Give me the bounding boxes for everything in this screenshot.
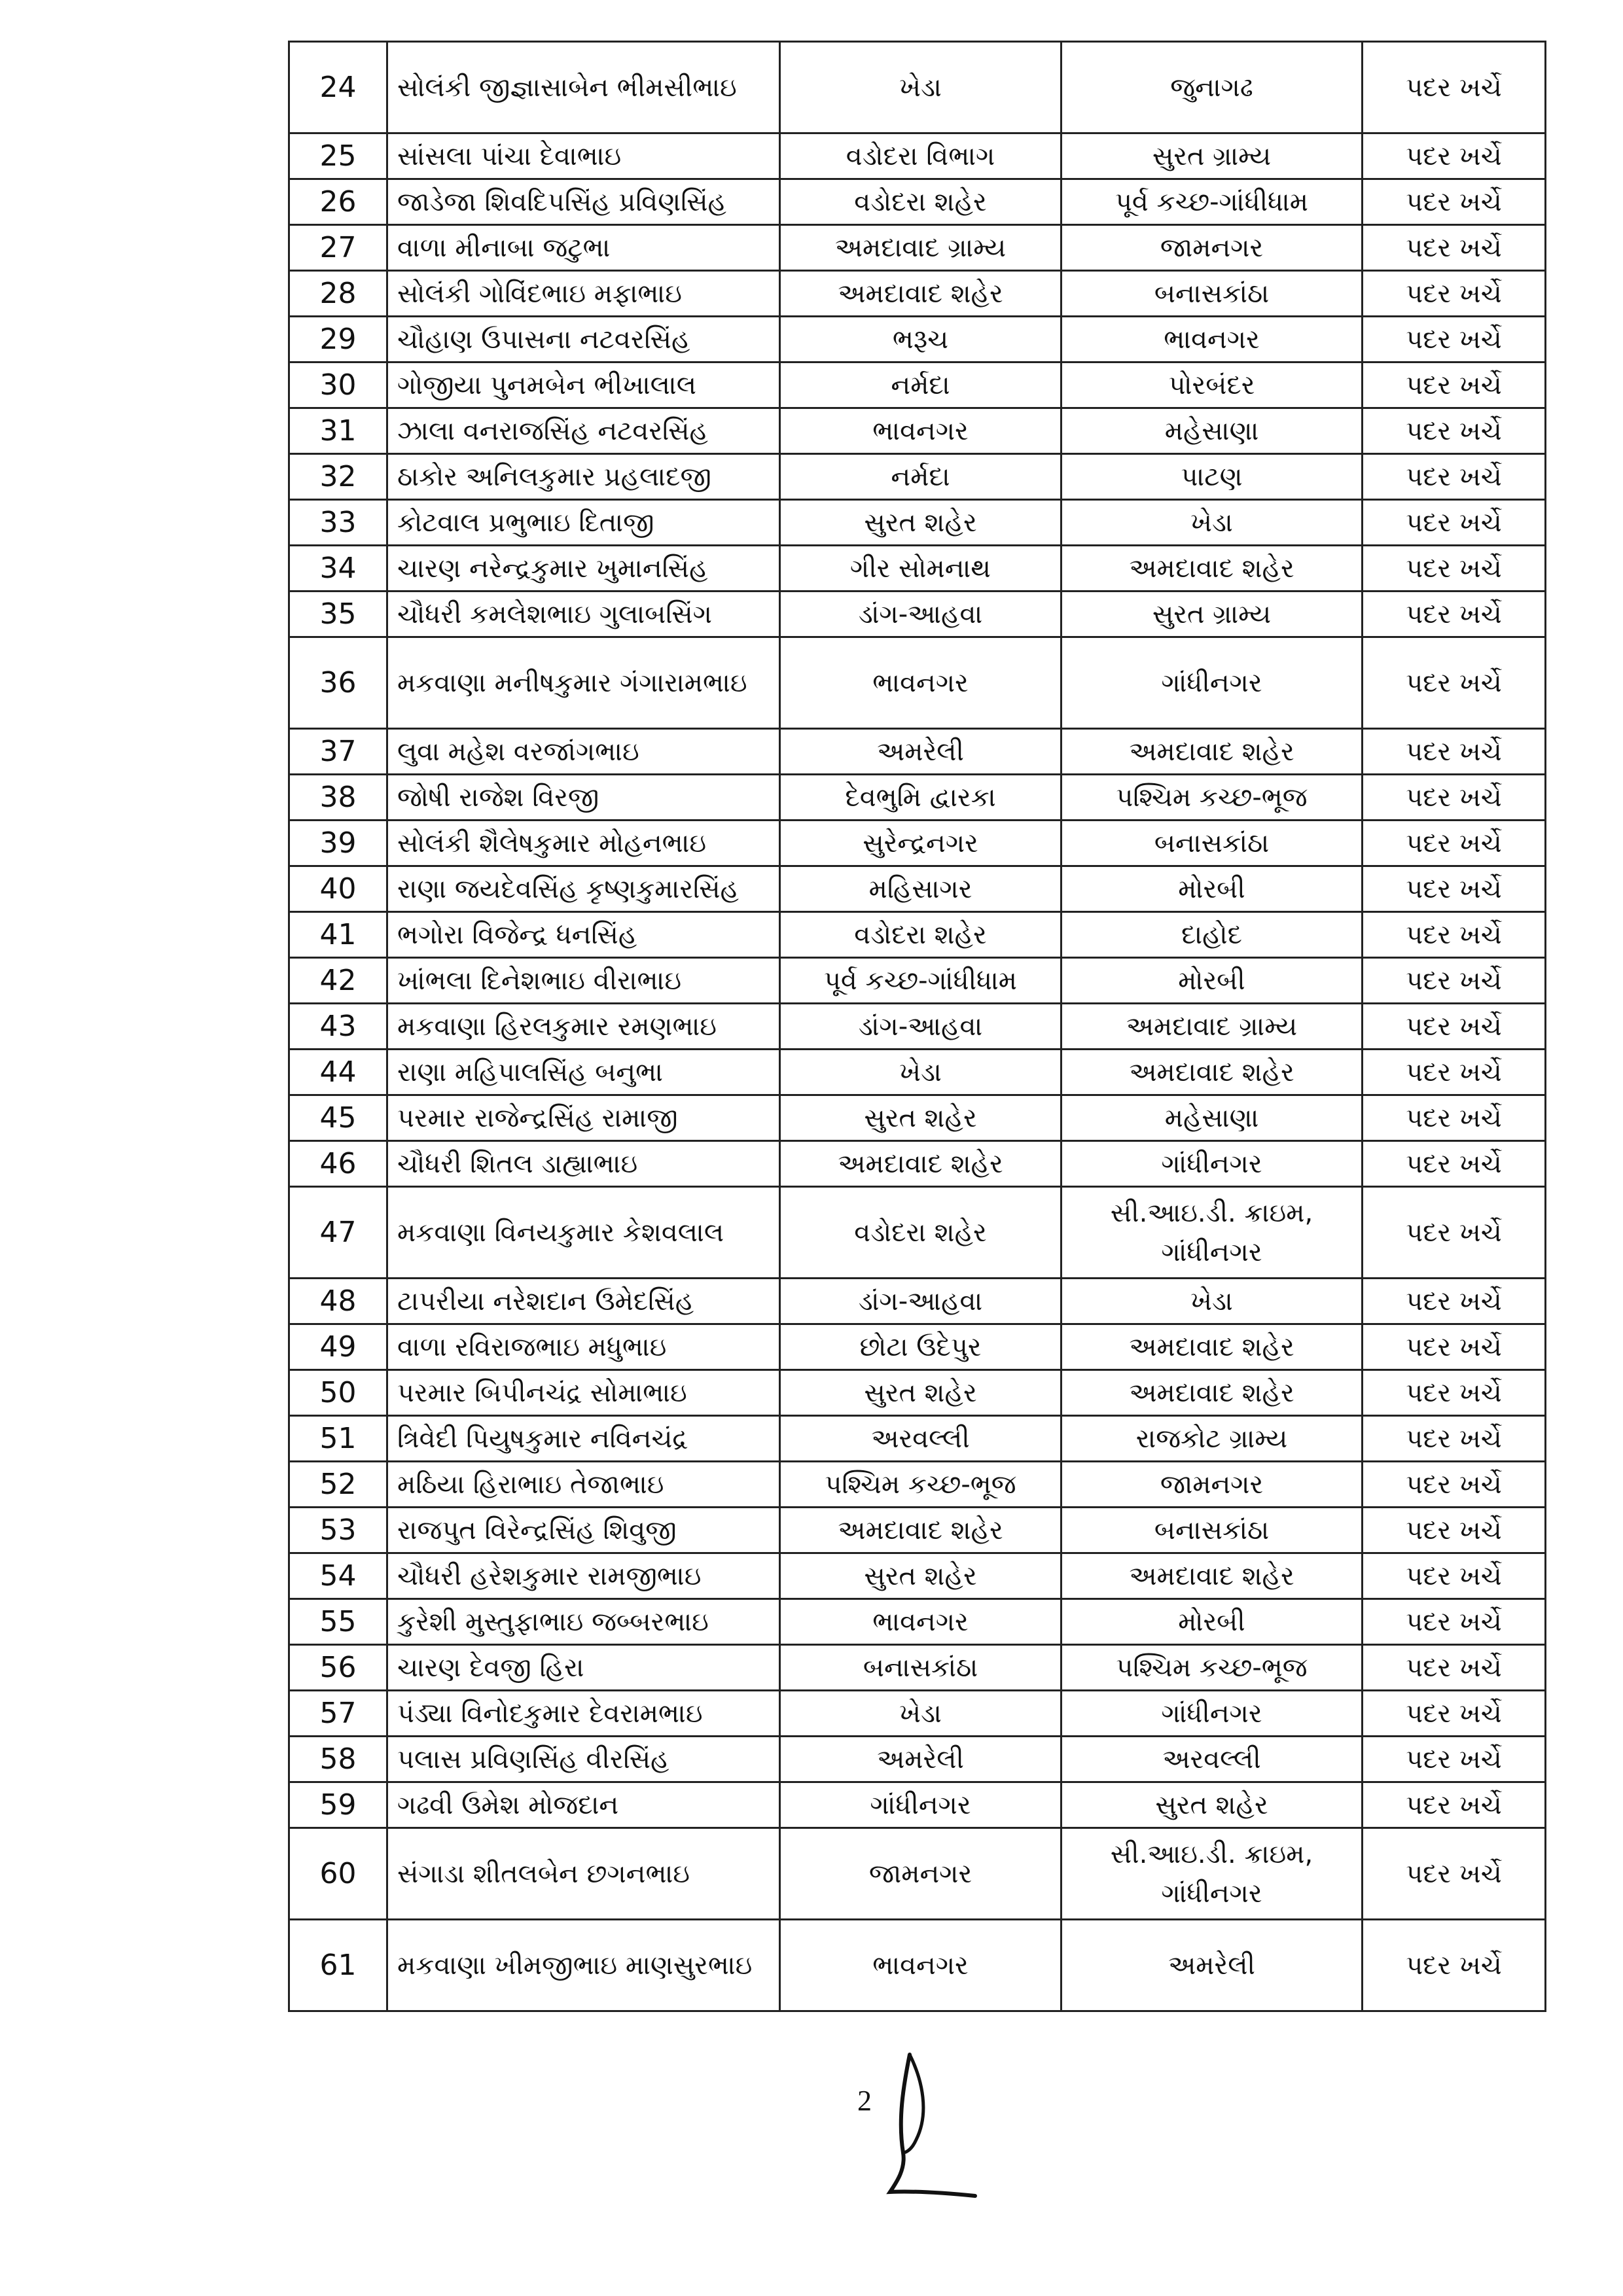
table-row	[289, 42, 1546, 133]
current-posting-cell: પૂર્વ કચ્છ-ગાંધીધામ	[780, 958, 1061, 1004]
transfer-table-container	[288, 41, 1544, 2012]
remark-cell: પદર ખર્ચે	[1363, 42, 1546, 133]
table-row	[289, 1462, 1546, 1508]
new-posting-cell: મોરબી	[1061, 866, 1363, 912]
serial-number-cell: 36	[289, 637, 387, 729]
table-row	[289, 1645, 1546, 1691]
employee-name-cell: રાણા જયદેવસિંહ કૃષ્ણકુમારસિંહ	[387, 866, 780, 912]
serial-number-cell: 39	[289, 821, 387, 866]
table-row	[289, 821, 1546, 866]
new-posting-cell: અમદાવાદ શહેર	[1061, 546, 1363, 592]
new-posting-cell: ખેડા	[1061, 500, 1363, 546]
employee-name-cell: ઠાકોર અનિલકુમાર પ્રહલાદજી	[387, 454, 780, 500]
employee-name-cell: મકવાણા મનીષકુમાર ગંગારામભાઇ	[387, 637, 780, 729]
serial-number-cell: 24	[289, 42, 387, 133]
serial-number-cell: 27	[289, 225, 387, 271]
serial-number-cell: 61	[289, 1920, 387, 2011]
new-posting-cell: સુરત ગ્રામ્ય	[1061, 592, 1363, 637]
remark-cell: પદર ખર્ચે	[1363, 1920, 1546, 2011]
current-posting-cell: અમદાવાદ શહેર	[780, 271, 1061, 317]
remark-cell: પદર ખર્ચે	[1363, 1553, 1546, 1599]
serial-number-cell: 43	[289, 1004, 387, 1050]
table-row	[289, 317, 1546, 362]
serial-number-cell: 26	[289, 179, 387, 225]
table-row	[289, 958, 1546, 1004]
employee-name-cell: મકવાણા વિનયકુમાર કેશવલાલ	[387, 1187, 780, 1279]
remark-cell: પદર ખર્ચે	[1363, 179, 1546, 225]
current-posting-cell: અમરેલી	[780, 729, 1061, 775]
new-posting-cell: પાટણ	[1061, 454, 1363, 500]
table-row	[289, 1370, 1546, 1416]
new-posting-cell: અમદાવાદ શહેર	[1061, 1370, 1363, 1416]
new-posting-cell: જામનગર	[1061, 225, 1363, 271]
serial-number-cell: 42	[289, 958, 387, 1004]
serial-number-cell: 54	[289, 1553, 387, 1599]
table-row	[289, 362, 1546, 408]
new-posting-cell: પૂર્વ કચ્છ-ગાંધીધામ	[1061, 179, 1363, 225]
employee-name-cell: ચૌધરી શિતલ ડાહ્યાભાઇ	[387, 1141, 780, 1187]
employee-name-cell: સોલંકી શૈલેષકુમાર મોહનભાઇ	[387, 821, 780, 866]
serial-number-cell: 56	[289, 1645, 387, 1691]
new-posting-cell: અમદાવાદ શહેર	[1061, 1324, 1363, 1370]
new-posting-cell: ખેડા	[1061, 1279, 1363, 1324]
employee-name-cell: મકવાણા હિરલકુમાર રમણભાઇ	[387, 1004, 780, 1050]
transfer-table	[288, 41, 1546, 2012]
remark-cell: પદર ખર્ચે	[1363, 1141, 1546, 1187]
new-posting-cell: જુનાગઢ	[1061, 42, 1363, 133]
new-posting-cell: પશ્ચિમ કચ્છ-ભૂજ	[1061, 775, 1363, 821]
serial-number-cell: 53	[289, 1508, 387, 1553]
table-row	[289, 1141, 1546, 1187]
current-posting-cell: નર્મદા	[780, 362, 1061, 408]
table-row	[289, 225, 1546, 271]
employee-name-cell: ચારણ નરેન્દ્રકુમાર ખુમાનસિંહ	[387, 546, 780, 592]
serial-number-cell: 41	[289, 912, 387, 958]
table-row	[289, 179, 1546, 225]
serial-number-cell: 34	[289, 546, 387, 592]
table-row	[289, 592, 1546, 637]
new-posting-cell: અમદાવાદ શહેર	[1061, 729, 1363, 775]
current-posting-cell: મહિસાગર	[780, 866, 1061, 912]
remark-cell: પદર ખર્ચે	[1363, 637, 1546, 729]
remark-cell: પદર ખર્ચે	[1363, 775, 1546, 821]
current-posting-cell: ડાંગ-આહવા	[780, 592, 1061, 637]
new-posting-cell: અમરેલી	[1061, 1920, 1363, 2011]
employee-name-cell: પરમાર બિપીનચંદ્ર સોમાભાઇ	[387, 1370, 780, 1416]
table-row	[289, 1920, 1546, 2011]
table-row	[289, 454, 1546, 500]
transfer-table-body	[289, 42, 1546, 2011]
new-posting-cell: મોરબી	[1061, 1599, 1363, 1645]
table-row	[289, 1737, 1546, 1782]
employee-name-cell: મકવાણા ખીમજીભાઇ માણસુરભાઇ	[387, 1920, 780, 2011]
current-posting-cell: જામનગર	[780, 1828, 1061, 1920]
current-posting-cell: ગીર સોમનાથ	[780, 546, 1061, 592]
remark-cell: પદર ખર્ચે	[1363, 592, 1546, 637]
serial-number-cell: 32	[289, 454, 387, 500]
new-posting-cell: સુરત ગ્રામ્ય	[1061, 133, 1363, 179]
serial-number-cell: 28	[289, 271, 387, 317]
current-posting-cell: સુરત શહેર	[780, 1370, 1061, 1416]
remark-cell: પદર ખર્ચે	[1363, 408, 1546, 454]
remark-cell: પદર ખર્ચે	[1363, 1187, 1546, 1279]
current-posting-cell: ભરૂચ	[780, 317, 1061, 362]
current-posting-cell: વડોદરા શહેર	[780, 912, 1061, 958]
current-posting-cell: ભાવનગર	[780, 1599, 1061, 1645]
new-posting-cell: બનાસકાંઠા	[1061, 821, 1363, 866]
table-row	[289, 637, 1546, 729]
table-row	[289, 866, 1546, 912]
serial-number-cell: 60	[289, 1828, 387, 1920]
table-row	[289, 1416, 1546, 1462]
remark-cell: પદર ખર્ચે	[1363, 1691, 1546, 1737]
serial-number-cell: 58	[289, 1737, 387, 1782]
remark-cell: પદર ખર્ચે	[1363, 958, 1546, 1004]
remark-cell: પદર ખર્ચે	[1363, 362, 1546, 408]
employee-name-cell: ટાપરીયા નરેશદાન ઉમેદસિંહ	[387, 1279, 780, 1324]
table-row	[289, 1599, 1546, 1645]
employee-name-cell: લુવા મહેશ વરજાંગભાઇ	[387, 729, 780, 775]
new-posting-cell: ગાંધીનગર	[1061, 1691, 1363, 1737]
remark-cell: પદર ખર્ચે	[1363, 821, 1546, 866]
table-row	[289, 271, 1546, 317]
current-posting-cell: વડોદરા શહેર	[780, 179, 1061, 225]
remark-cell: પદર ખર્ચે	[1363, 1004, 1546, 1050]
employee-name-cell: ઝાલા વનરાજસિંહ નટવરસિંહ	[387, 408, 780, 454]
employee-name-cell: ચૌહાણ ઉપાસના નટવરસિંહ	[387, 317, 780, 362]
page-number: 2	[857, 2085, 872, 2117]
new-posting-cell: સી.આઇ.ડી. ક્રાઇમ, ગાંધીનગર	[1061, 1828, 1363, 1920]
table-row	[289, 500, 1546, 546]
employee-name-cell: ત્રિવેદી પિયુષકુમાર નવિનચંદ્ર	[387, 1416, 780, 1462]
table-row	[289, 546, 1546, 592]
new-posting-cell: દાહોદ	[1061, 912, 1363, 958]
current-posting-cell: ખેડા	[780, 1050, 1061, 1095]
serial-number-cell: 49	[289, 1324, 387, 1370]
serial-number-cell: 40	[289, 866, 387, 912]
employee-name-cell: પરમાર રાજેન્દ્રસિંહ રામાજી	[387, 1095, 780, 1141]
table-row	[289, 1004, 1546, 1050]
employee-name-cell: કુરેશી મુસ્તુફાભાઇ જબ્બરભાઇ	[387, 1599, 780, 1645]
table-row	[289, 1828, 1546, 1920]
serial-number-cell: 29	[289, 317, 387, 362]
new-posting-cell: રાજકોટ ગ્રામ્ય	[1061, 1416, 1363, 1462]
employee-name-cell: સોલંકી જીજ્ઞાસાબેન ભીમસીભાઇ	[387, 42, 780, 133]
serial-number-cell: 38	[289, 775, 387, 821]
table-row	[289, 1187, 1546, 1279]
current-posting-cell: દેવભુમિ દ્વારકા	[780, 775, 1061, 821]
remark-cell: પદર ખર્ચે	[1363, 1050, 1546, 1095]
employee-name-cell: વાળા મીનાબા જટુભા	[387, 225, 780, 271]
table-row	[289, 912, 1546, 958]
serial-number-cell: 52	[289, 1462, 387, 1508]
current-posting-cell: સુરત શહેર	[780, 1095, 1061, 1141]
current-posting-cell: પશ્ચિમ કચ્છ-ભૂજ	[780, 1462, 1061, 1508]
serial-number-cell: 33	[289, 500, 387, 546]
table-row	[289, 1553, 1546, 1599]
serial-number-cell: 31	[289, 408, 387, 454]
table-row	[289, 729, 1546, 775]
new-posting-cell: મહેસાણા	[1061, 1095, 1363, 1141]
serial-number-cell: 46	[289, 1141, 387, 1187]
table-row	[289, 1324, 1546, 1370]
new-posting-cell: જામનગર	[1061, 1462, 1363, 1508]
remark-cell: પદર ખર્ચે	[1363, 1508, 1546, 1553]
serial-number-cell: 48	[289, 1279, 387, 1324]
table-row	[289, 1691, 1546, 1737]
current-posting-cell: અમદાવાદ શહેર	[780, 1508, 1061, 1553]
new-posting-cell: અમદાવાદ શહેર	[1061, 1553, 1363, 1599]
remark-cell: પદર ખર્ચે	[1363, 866, 1546, 912]
current-posting-cell: અમદાવાદ ગ્રામ્ય	[780, 225, 1061, 271]
new-posting-cell: મહેસાણા	[1061, 408, 1363, 454]
new-posting-cell: સુરત શહેર	[1061, 1782, 1363, 1828]
table-row	[289, 1050, 1546, 1095]
new-posting-cell: ગાંધીનગર	[1061, 1141, 1363, 1187]
new-posting-cell: બનાસકાંઠા	[1061, 1508, 1363, 1553]
table-row	[289, 1782, 1546, 1828]
current-posting-cell: ગાંધીનગર	[780, 1782, 1061, 1828]
new-posting-cell: સી.આઇ.ડી. ક્રાઇમ, ગાંધીનગર	[1061, 1187, 1363, 1279]
remark-cell: પદર ખર્ચે	[1363, 1324, 1546, 1370]
current-posting-cell: ખેડા	[780, 42, 1061, 133]
employee-name-cell: સોલંકી ગોવિંદભાઇ મફાભાઇ	[387, 271, 780, 317]
employee-name-cell: કોટવાલ પ્રભુભાઇ દિતાજી	[387, 500, 780, 546]
current-posting-cell: વડોદરા શહેર	[780, 1187, 1061, 1279]
employee-name-cell: મઠિયા હિરાભાઇ તેજાભાઇ	[387, 1462, 780, 1508]
new-posting-cell: ગાંધીનગર	[1061, 637, 1363, 729]
remark-cell: પદર ખર્ચે	[1363, 1279, 1546, 1324]
signature-mark	[864, 2041, 995, 2212]
employee-name-cell: રાજપુત વિરેન્દ્રસિંહ શિવુજી	[387, 1508, 780, 1553]
table-row	[289, 1279, 1546, 1324]
current-posting-cell: ડાંગ-આહવા	[780, 1004, 1061, 1050]
remark-cell: પદર ખર્ચે	[1363, 271, 1546, 317]
current-posting-cell: સુરેન્દ્રનગર	[780, 821, 1061, 866]
serial-number-cell: 51	[289, 1416, 387, 1462]
current-posting-cell: ડાંગ-આહવા	[780, 1279, 1061, 1324]
serial-number-cell: 59	[289, 1782, 387, 1828]
employee-name-cell: સંગાડા શીતલબેન છગનભાઇ	[387, 1828, 780, 1920]
serial-number-cell: 44	[289, 1050, 387, 1095]
current-posting-cell: છોટા ઉદેપુર	[780, 1324, 1061, 1370]
serial-number-cell: 25	[289, 133, 387, 179]
current-posting-cell: ભાવનગર	[780, 1920, 1061, 2011]
current-posting-cell: અમદાવાદ શહેર	[780, 1141, 1061, 1187]
remark-cell: પદર ખર્ચે	[1363, 912, 1546, 958]
remark-cell: પદર ખર્ચે	[1363, 500, 1546, 546]
serial-number-cell: 47	[289, 1187, 387, 1279]
remark-cell: પદર ખર્ચે	[1363, 225, 1546, 271]
current-posting-cell: ભાવનગર	[780, 637, 1061, 729]
current-posting-cell: સુરત શહેર	[780, 500, 1061, 546]
remark-cell: પદર ખર્ચે	[1363, 1416, 1546, 1462]
employee-name-cell: જાડેજા શિવદિપસિંહ પ્રવિણસિંહ	[387, 179, 780, 225]
current-posting-cell: ખેડા	[780, 1691, 1061, 1737]
remark-cell: પદર ખર્ચે	[1363, 1599, 1546, 1645]
employee-name-cell: રાણા મહિપાલસિંહ બનુભા	[387, 1050, 780, 1095]
serial-number-cell: 37	[289, 729, 387, 775]
new-posting-cell: અમદાવાદ ગ્રામ્ય	[1061, 1004, 1363, 1050]
employee-name-cell: જોષી રાજેશ વિરજી	[387, 775, 780, 821]
new-posting-cell: ભાવનગર	[1061, 317, 1363, 362]
remark-cell: પદર ખર્ચે	[1363, 1737, 1546, 1782]
serial-number-cell: 55	[289, 1599, 387, 1645]
current-posting-cell: બનાસકાંઠા	[780, 1645, 1061, 1691]
current-posting-cell: અરવલ્લી	[780, 1416, 1061, 1462]
serial-number-cell: 50	[289, 1370, 387, 1416]
table-row	[289, 408, 1546, 454]
new-posting-cell: પશ્ચિમ કચ્છ-ભૂજ	[1061, 1645, 1363, 1691]
new-posting-cell: બનાસકાંઠા	[1061, 271, 1363, 317]
remark-cell: પદર ખર્ચે	[1363, 1370, 1546, 1416]
remark-cell: પદર ખર્ચે	[1363, 1828, 1546, 1920]
remark-cell: પદર ખર્ચે	[1363, 1462, 1546, 1508]
remark-cell: પદર ખર્ચે	[1363, 454, 1546, 500]
employee-name-cell: ગઢવી ઉમેશ મોજદાન	[387, 1782, 780, 1828]
table-row	[289, 1508, 1546, 1553]
employee-name-cell: ખાંભલા દિનેશભાઇ વીરાભાઇ	[387, 958, 780, 1004]
new-posting-cell: પોરબંદર	[1061, 362, 1363, 408]
remark-cell: પદર ખર્ચે	[1363, 1782, 1546, 1828]
table-row	[289, 1095, 1546, 1141]
current-posting-cell: સુરત શહેર	[780, 1553, 1061, 1599]
table-row	[289, 133, 1546, 179]
serial-number-cell: 35	[289, 592, 387, 637]
employee-name-cell: પલાસ પ્રવિણસિંહ વીરસિંહ	[387, 1737, 780, 1782]
serial-number-cell: 57	[289, 1691, 387, 1737]
remark-cell: પદર ખર્ચે	[1363, 1645, 1546, 1691]
new-posting-cell: અમદાવાદ શહેર	[1061, 1050, 1363, 1095]
remark-cell: પદર ખર્ચે	[1363, 133, 1546, 179]
current-posting-cell: અમરેલી	[780, 1737, 1061, 1782]
employee-name-cell: ચૌધરી હરેશકુમાર રામજીભાઇ	[387, 1553, 780, 1599]
serial-number-cell: 30	[289, 362, 387, 408]
remark-cell: પદર ખર્ચે	[1363, 546, 1546, 592]
current-posting-cell: વડોદરા વિભાગ	[780, 133, 1061, 179]
remark-cell: પદર ખર્ચે	[1363, 317, 1546, 362]
current-posting-cell: ભાવનગર	[780, 408, 1061, 454]
new-posting-cell: મોરબી	[1061, 958, 1363, 1004]
employee-name-cell: ગોજીયા પુનમબેન ભીખાલાલ	[387, 362, 780, 408]
table-row	[289, 775, 1546, 821]
current-posting-cell: નર્મદા	[780, 454, 1061, 500]
employee-name-cell: ચારણ દેવજી હિરા	[387, 1645, 780, 1691]
new-posting-cell: અરવલ્લી	[1061, 1737, 1363, 1782]
remark-cell: પદર ખર્ચે	[1363, 1095, 1546, 1141]
employee-name-cell: વાળા રવિરાજભાઇ મધુભાઇ	[387, 1324, 780, 1370]
employee-name-cell: ભગોરા વિજેન્દ્ર ધનસિંહ	[387, 912, 780, 958]
serial-number-cell: 45	[289, 1095, 387, 1141]
remark-cell: પદર ખર્ચે	[1363, 729, 1546, 775]
employee-name-cell: પંડ્યા વિનોદકુમાર દેવરામભાઇ	[387, 1691, 780, 1737]
employee-name-cell: સાંસલા પાંચા દેવાભાઇ	[387, 133, 780, 179]
employee-name-cell: ચૌધરી કમલેશભાઇ ગુલાબસિંગ	[387, 592, 780, 637]
